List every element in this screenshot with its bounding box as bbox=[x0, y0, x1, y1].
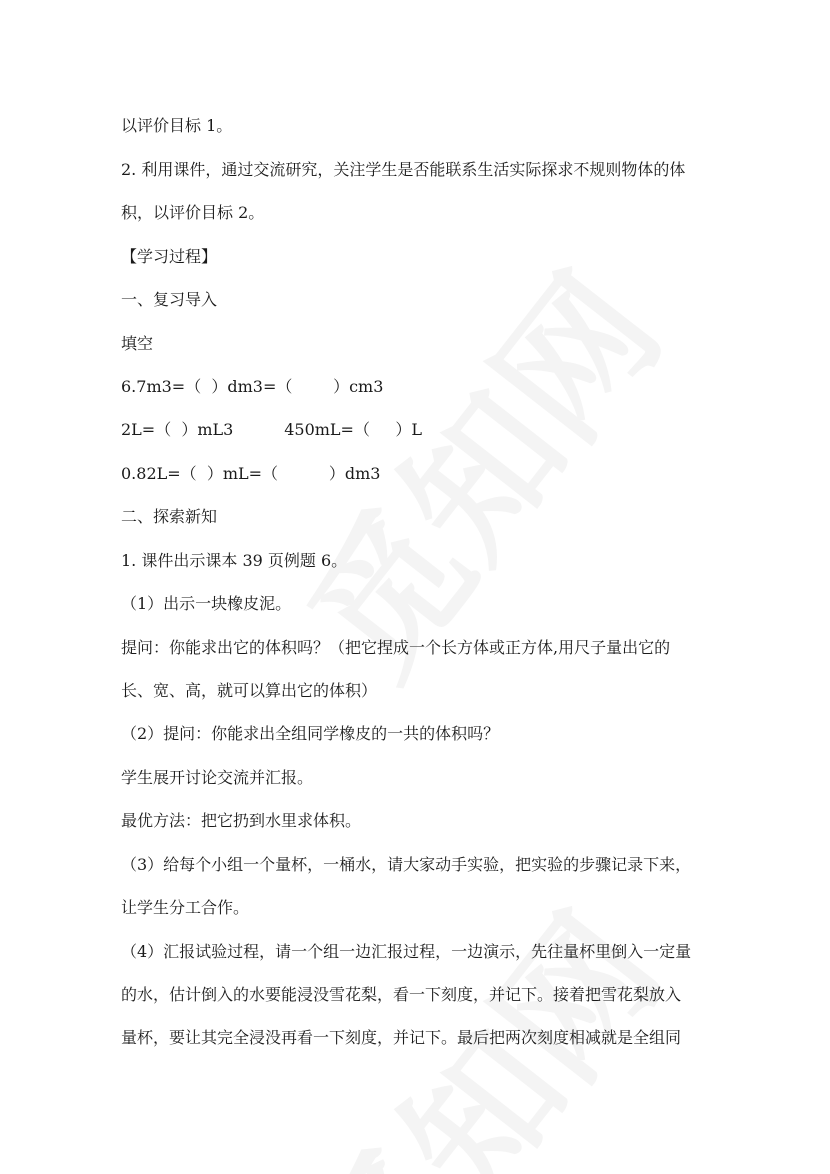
exercise-line: 0.82L=（ ）mL=（ ）dm3 bbox=[121, 464, 381, 483]
paragraph-line: （2）提问：你能求出全组同学橡皮的一共的体积吗？ bbox=[121, 724, 500, 743]
paragraph-line: 让学生分工合作。 bbox=[121, 898, 250, 917]
paragraph-line: 积，以评价目标 2。 bbox=[121, 203, 265, 222]
paragraph-line: 以评价目标 1。 bbox=[121, 116, 233, 135]
paragraph-line: 学生展开讨论交流并汇报。 bbox=[121, 768, 314, 787]
paragraph-line: 填空 bbox=[121, 334, 154, 353]
paragraph-line: （4）汇报试验过程，请一个组一边汇报过程，一边演示，先往量杯里倒入一定量 bbox=[121, 942, 692, 961]
section-heading: 二、探索新知 bbox=[121, 507, 218, 526]
paragraph-line: （3）给每个小组一个量杯，一桶水，请大家动手实验，把实验的步骤记录下来， bbox=[121, 855, 692, 874]
paragraph-line: 2. 利用课件，通过交流研究，关注学生是否能联系生活实际探求不规则物体的体 bbox=[121, 160, 686, 179]
paragraph-line: （1）出示一块橡皮泥。 bbox=[121, 594, 292, 613]
section-heading: 一、复习导入 bbox=[121, 290, 218, 309]
exercise-line: 6.7m3=（ ）dm3=（ ）cm3 bbox=[121, 377, 384, 396]
paragraph-line: 的水，估计倒入的水要能浸没雪花梨，看一下刻度，并记下。接着把雪花梨放入 bbox=[121, 985, 682, 1004]
watermark bbox=[251, 864, 698, 1174]
section-heading: 【学习过程】 bbox=[121, 247, 218, 266]
paragraph-line: 1. 课件出示课本 39 页例题 6。 bbox=[121, 551, 348, 570]
paragraph-line: 长、宽、高，就可以算出它的体积） bbox=[121, 681, 378, 700]
paragraph-line: 量杯，要让其完全浸没再看一下刻度，并记下。最后把两次刻度相减就是全组同 bbox=[121, 1028, 682, 1047]
exercise-line: 2L=（ ）mL3 450mL=（ ）L bbox=[121, 420, 423, 439]
paragraph-line: 提问：你能求出它的体积吗？（把它捏成一个长方体或正方体,用尺子量出它的 bbox=[121, 638, 671, 657]
paragraph-line: 最优方法：把它扔到水里求体积。 bbox=[121, 811, 362, 830]
